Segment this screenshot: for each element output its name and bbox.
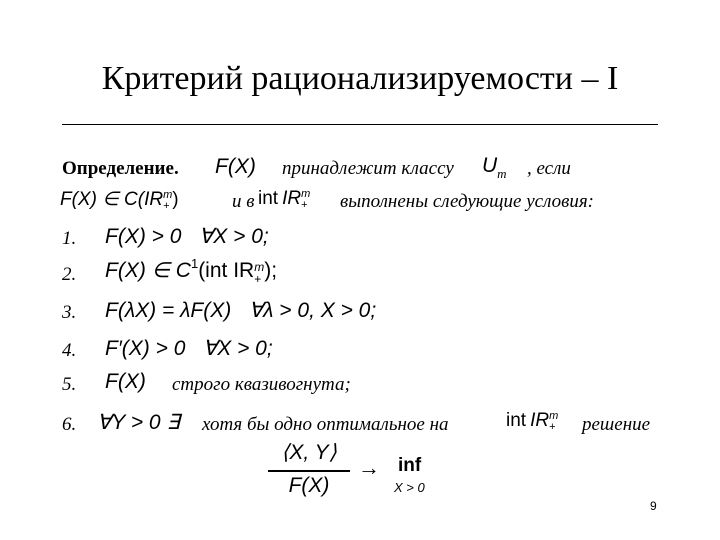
c6-int: int (506, 410, 527, 431)
space-r-2: IR (282, 188, 302, 209)
condition-function (60, 188, 179, 212)
condition-3-formula: F(λX) = λF(X) ∀λ > 0, X > 0; (105, 299, 377, 322)
inf-operator: inf (398, 455, 422, 476)
class-subscript: m (497, 166, 507, 181)
c2-end: ); (264, 259, 278, 282)
condition-4-formula: F′(X) > 0 ∀X > 0; (105, 337, 273, 360)
space-sup-2: m (301, 188, 311, 201)
close-paren: ) (172, 189, 179, 210)
and-in-text: и в (232, 191, 255, 212)
condition-6-end-text: решение (582, 414, 651, 435)
int-label: int (258, 188, 279, 209)
c2-sub2: + (254, 272, 262, 287)
condition-6-formula: ∀Y > 0 ∃ (97, 411, 180, 434)
class-name: U (482, 154, 498, 177)
conditions-text: выполнены следующие условия: (340, 191, 594, 212)
condition-2-formula (105, 258, 277, 285)
space-sub-2: + (301, 199, 308, 212)
condition-6-space (506, 410, 558, 433)
condition-6-text: хотя бы одно оптимальное на (202, 414, 449, 435)
condition-2-number: 2. (62, 264, 77, 285)
condition-func-text: F(X) ∈ C( (60, 189, 145, 210)
condition-5-text: строго квазивогнута; (172, 374, 351, 395)
title-divider (62, 124, 658, 125)
c2-left: F(X) ∈ C (105, 259, 191, 282)
condition-3-number: 3. (62, 302, 77, 323)
c2-sup2: m (254, 260, 265, 275)
condition-6-number: 6. (62, 414, 77, 435)
definition-belongs-text: принадлежит классу (282, 158, 454, 179)
inf-subscript: X > 0 (394, 480, 425, 495)
condition-5-number: 5. (62, 374, 77, 395)
c2-mid: (int IR (198, 259, 255, 282)
space-sub: + (163, 200, 170, 213)
fraction-numerator: ⟨X, Y⟩ (281, 441, 337, 464)
arrow-icon: → (358, 455, 380, 480)
condition-1-number: 1. (62, 228, 77, 249)
condition-5-formula: F(X) (105, 370, 146, 393)
definition-label: Определение. (62, 158, 179, 179)
page-number: 9 (650, 499, 657, 513)
definition-if-text: , если (527, 158, 571, 179)
space-sup: m (163, 189, 173, 202)
space-r: IR (144, 189, 164, 210)
slide-title: Критерий рационализируемости – I (101, 60, 619, 97)
condition-1-formula: F(X) > 0 ∀X > 0; (105, 225, 269, 248)
definition-subject: F(X) (215, 155, 256, 178)
fraction-denominator: F(X) (288, 474, 330, 497)
class-symbol (482, 154, 507, 181)
fraction-line (268, 470, 350, 472)
c2-sup: 1 (190, 256, 199, 271)
c6-sup: m (549, 410, 559, 423)
condition-4-number: 4. (62, 340, 77, 361)
interior-space (258, 188, 310, 211)
c6-sub: + (549, 421, 556, 434)
c6-space-r: IR (530, 410, 550, 431)
